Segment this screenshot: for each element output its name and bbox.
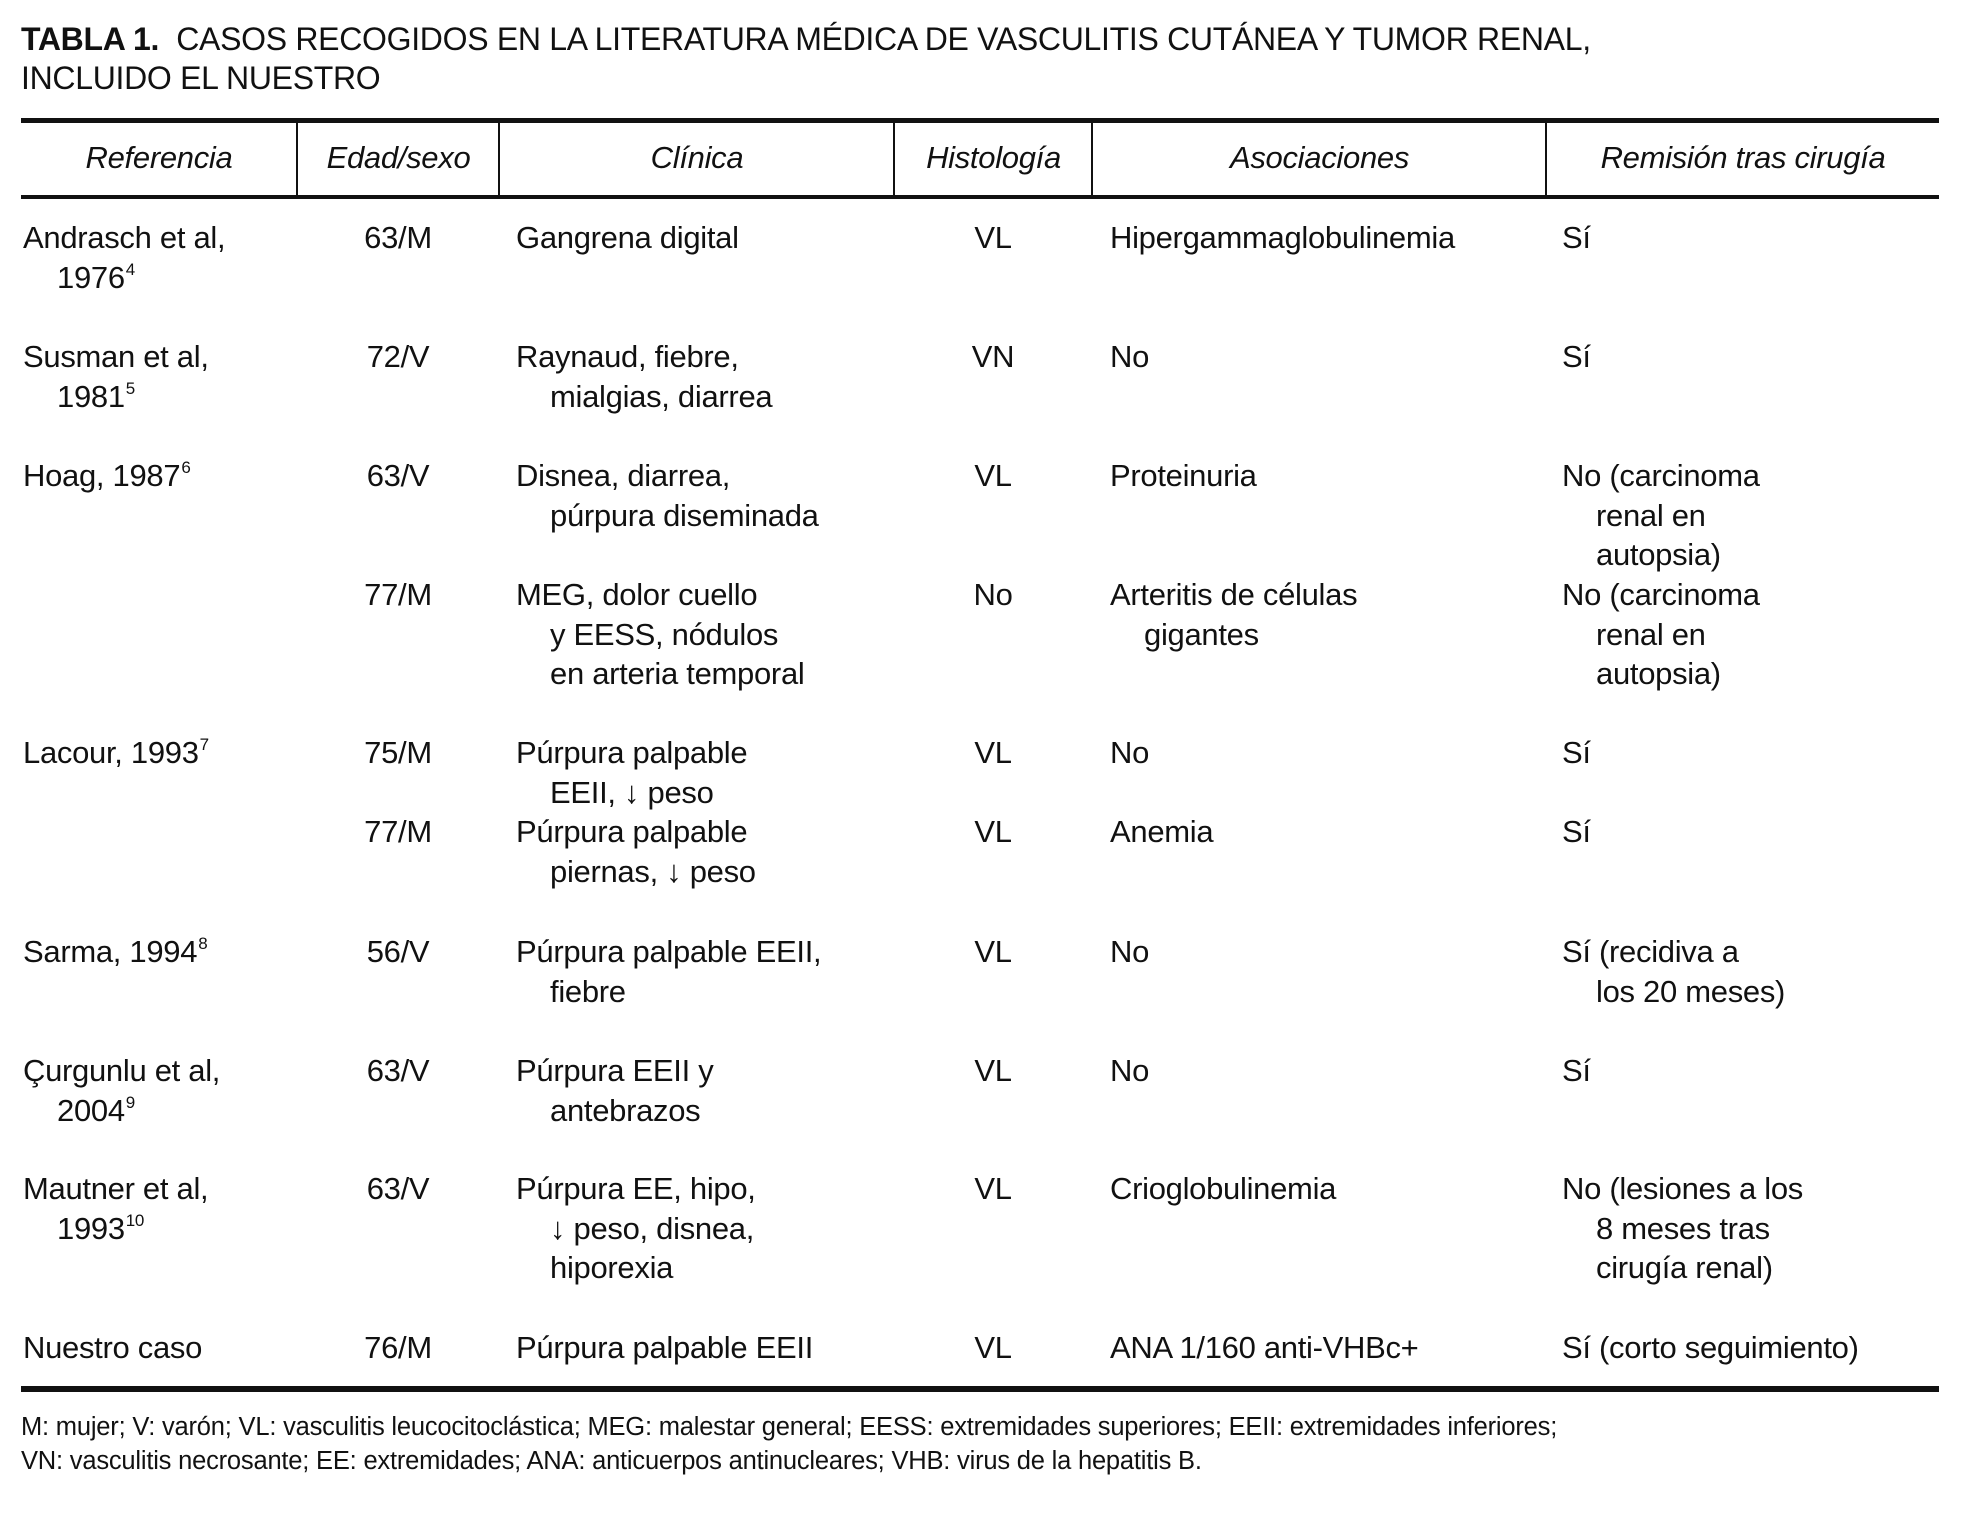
- cell-clinica: Púrpura palpable EEII: [516, 1330, 814, 1365]
- cell-asociaciones: ANA 1/160 anti-VHBc+: [1110, 1330, 1419, 1365]
- header-asociaciones: Asociaciones: [1229, 140, 1410, 175]
- cell-asociaciones: No: [1110, 735, 1150, 770]
- cell-edad-sexo: 56/V: [366, 934, 430, 969]
- cell-remision: Sí: [1562, 735, 1591, 770]
- cell-clinica: Raynaud, fiebre, mialgias, diarrea: [516, 339, 773, 414]
- header-remision: Remisión tras cirugía: [1600, 140, 1886, 175]
- header-clinica: Clínica: [650, 140, 744, 175]
- cell-edad-sexo: 63/V: [366, 1053, 430, 1088]
- table-footnote: [21, 1410, 1951, 1478]
- header-histologia: Histología: [926, 140, 1061, 175]
- bottom-rule: [21, 1386, 1939, 1392]
- cell-histologia: VL: [974, 814, 1012, 849]
- cell-histologia: VL: [974, 458, 1012, 493]
- table-label: TABLA 1.: [21, 21, 160, 57]
- cell-edad-sexo: 75/M: [364, 735, 432, 770]
- cell-referencia: Nuestro caso: [23, 1330, 203, 1365]
- cell-referencia: Mautner et al, 1993$^{10}$: [23, 1171, 209, 1246]
- cell-remision: Sí (recidiva a los 20 meses): [1562, 934, 1786, 1009]
- cell-referencia: Andrasch et al, 1976$^4$: [23, 220, 226, 295]
- cell-remision: No (lesiones a los 8 meses tras cirugía renal): [1562, 1171, 1803, 1285]
- cell-referencia: Lacour, 1993$^7$: [23, 735, 209, 770]
- cell-histologia: VN: [971, 339, 1015, 374]
- cell-asociaciones: No: [1110, 339, 1150, 374]
- cell-edad-sexo: 76/M: [364, 1330, 432, 1365]
- cell-histologia: VL: [974, 934, 1012, 969]
- cell-edad-sexo: 63/V: [366, 458, 430, 493]
- cell-remision: Sí: [1562, 814, 1591, 849]
- cell-histologia: VL: [974, 220, 1012, 255]
- cell-clinica: Púrpura palpable EEII, ↓ peso: [516, 735, 748, 810]
- cell-clinica: Disnea, diarrea, púrpura diseminada: [516, 458, 819, 533]
- cell-asociaciones: No: [1110, 1053, 1150, 1088]
- cell-histologia: VL: [974, 1330, 1012, 1365]
- top-rule: [21, 118, 1939, 123]
- cell-edad-sexo: 72/V: [366, 339, 430, 374]
- cell-asociaciones: Arteritis de células gigantes: [1110, 577, 1358, 652]
- cell-clinica: Gangrena digital: [516, 220, 739, 255]
- cell-referencia: Hoag, 1987$^6$: [23, 458, 191, 493]
- cell-remision: Sí: [1562, 1053, 1591, 1088]
- cell-referencia: Sarma, 1994$^8$: [23, 934, 208, 969]
- cell-edad-sexo: 63/M: [364, 220, 432, 255]
- cell-edad-sexo: 63/V: [366, 1171, 430, 1206]
- cell-asociaciones: Proteinuria: [1110, 458, 1257, 493]
- header-rule: [21, 195, 1939, 199]
- cell-referencia: Susman et al, 1981$^5$: [23, 339, 209, 414]
- cell-clinica: Púrpura palpable piernas, ↓ peso: [516, 814, 756, 889]
- cell-clinica: Púrpura palpable EEII, fiebre: [516, 934, 822, 1009]
- table-title: [21, 20, 1941, 98]
- title-line-1: [21, 20, 1941, 59]
- footnote-line-2: VN: vasculitis necrosante; EE: extremidades; ANA: anticuerpos antinucleares; VHB: virus de la hepatitis B.: [21, 1447, 1202, 1475]
- cell-remision: Sí: [1562, 339, 1591, 374]
- cell-remision: No (carcinoma renal en autopsia): [1562, 577, 1760, 691]
- cell-remision: No (carcinoma renal en autopsia): [1562, 458, 1760, 572]
- cell-referencia: Çurgunlu et al, 2004$^9$: [23, 1053, 221, 1128]
- header-referencia: Referencia: [85, 140, 233, 175]
- title-text: CASOS RECOGIDOS EN LA LITERATURA MÉDICA DE VASCULITIS CUTÁNEA Y TUMOR RENAL,: [176, 21, 1591, 57]
- title-line-2: INCLUIDO EL NUESTRO: [21, 60, 381, 96]
- cell-edad-sexo: 77/M: [364, 577, 432, 612]
- cell-asociaciones: Crioglobulinemia: [1110, 1171, 1337, 1206]
- cell-remision: Sí: [1562, 220, 1591, 255]
- cell-histologia: VL: [974, 1171, 1012, 1206]
- cell-histologia: No: [973, 577, 1013, 612]
- cell-asociaciones: Anemia: [1110, 814, 1214, 849]
- cell-clinica: Púrpura EEII y antebrazos: [516, 1053, 714, 1128]
- footnote-line-1: M: mujer; V: varón; VL: vasculitis leucocitoclástica; MEG: malestar general; EESS: extremidades superiores; EEII: extremidades inferiores;: [21, 1413, 1558, 1441]
- cell-histologia: VL: [974, 735, 1012, 770]
- cell-edad-sexo: 77/M: [364, 814, 432, 849]
- cell-asociaciones: No: [1110, 934, 1150, 969]
- header-edad-sexo: Edad/sexo: [326, 140, 471, 175]
- cell-histologia: VL: [974, 1053, 1012, 1088]
- cell-asociaciones: Hipergammaglobulinemia: [1110, 220, 1455, 255]
- cell-remision: Sí (corto seguimiento): [1562, 1330, 1859, 1365]
- cell-clinica: Púrpura EE, hipo, ↓ peso, disnea, hiporexia: [516, 1171, 756, 1285]
- cell-clinica: MEG, dolor cuello y EESS, nódulos en arteria temporal: [516, 577, 805, 691]
